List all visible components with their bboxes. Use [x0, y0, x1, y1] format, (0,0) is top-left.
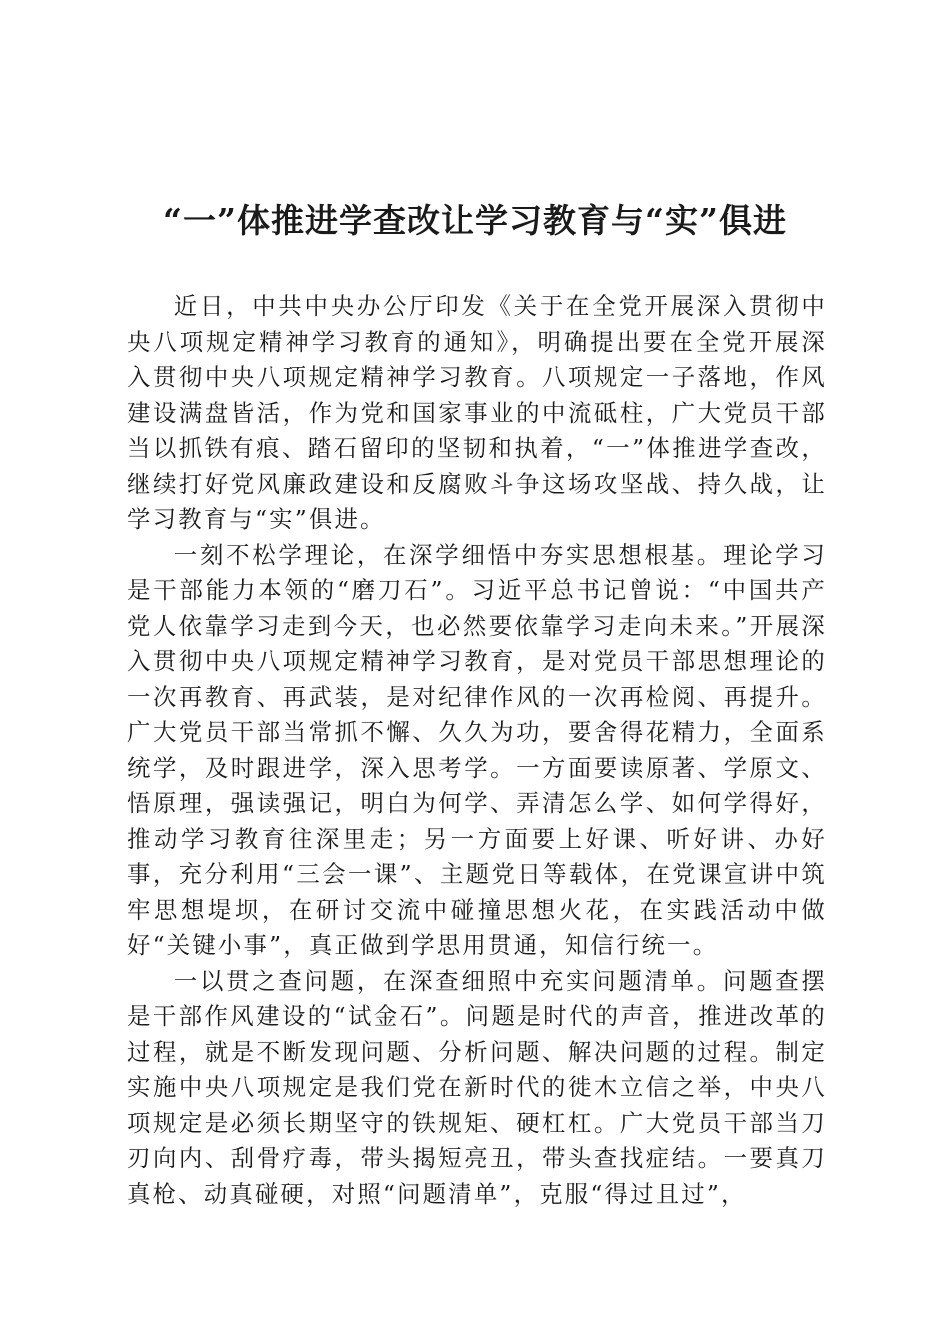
- paragraph-check-problems: 一以贯之查问题，在深查细照中充实问题清单。问题查摆是干部作风建设的“试金石”。问题是时代的声音，推进改革的过程，就是不断发现问题、分析问题、解决问题的过程。制定实施中央八项规定是我们党在新时代的徙木立信之举，中央八项规定是必须长期坚守的铁规矩、硬杠杠。广大党员干部当刀刃向内、刮骨疗毒，带头揭短亮丑，带头查找症结。一要真刀真枪、动真碰硬，对照“问题清单”，克服“得过且过”，: [127, 966, 827, 1208]
- paragraph-intro: 近日，中共中央办公厅印发《关于在全党开展深入贯彻中央八项规定精神学习教育的通知》，明确提出要在全党开展深入贯彻中央八项规定精神学习教育。八项规定一子落地，作风建设满盘皆活，作为党和国家事业的中流砥柱，广大党员干部当以抓铁有痕、踏石留印的坚韧和执着，“一”体推进学查改，继续打好党风廉政建设和反腐败斗争这场攻坚战、持久战，让学习教育与“实”俱进。: [127, 292, 827, 533]
- document-title: “一”体推进学查改让学习教育与“实”俱进: [163, 201, 787, 240]
- paragraph-study-theory: 一刻不松学理论，在深学细悟中夯实思想根基。理论学习是干部能力本领的“磨刀石”。习近平总书记曾说：“中国共产党人依靠学习走到今天，也必然要依靠学习走向未来。”开展深入贯彻中央八项规定精神学习教育，是对党员干部思想理论的一次再教育、再武装，是对纪律作风的一次再检阅、再提升。广大党员干部当常抓不懈、久久为功，要舍得花精力，全面系统学，及时跟进学，深入思考学。一方面要读原著、学原文、悟原理，强读强记，明白为何学、弄清怎么学、如何学得好，推动学习教育往深里走；另一方面要上好课、听好讲、办好事，充分利用“三会一课”、主题党日等载体，在党课宣讲中筑牢思想堤坝，在研讨交流中碰撞思想火花，在实践活动中做好“关键小事”，真正做到学思用贯通，知信行统一。: [127, 540, 827, 959]
- document-body: [127, 289, 827, 1212]
